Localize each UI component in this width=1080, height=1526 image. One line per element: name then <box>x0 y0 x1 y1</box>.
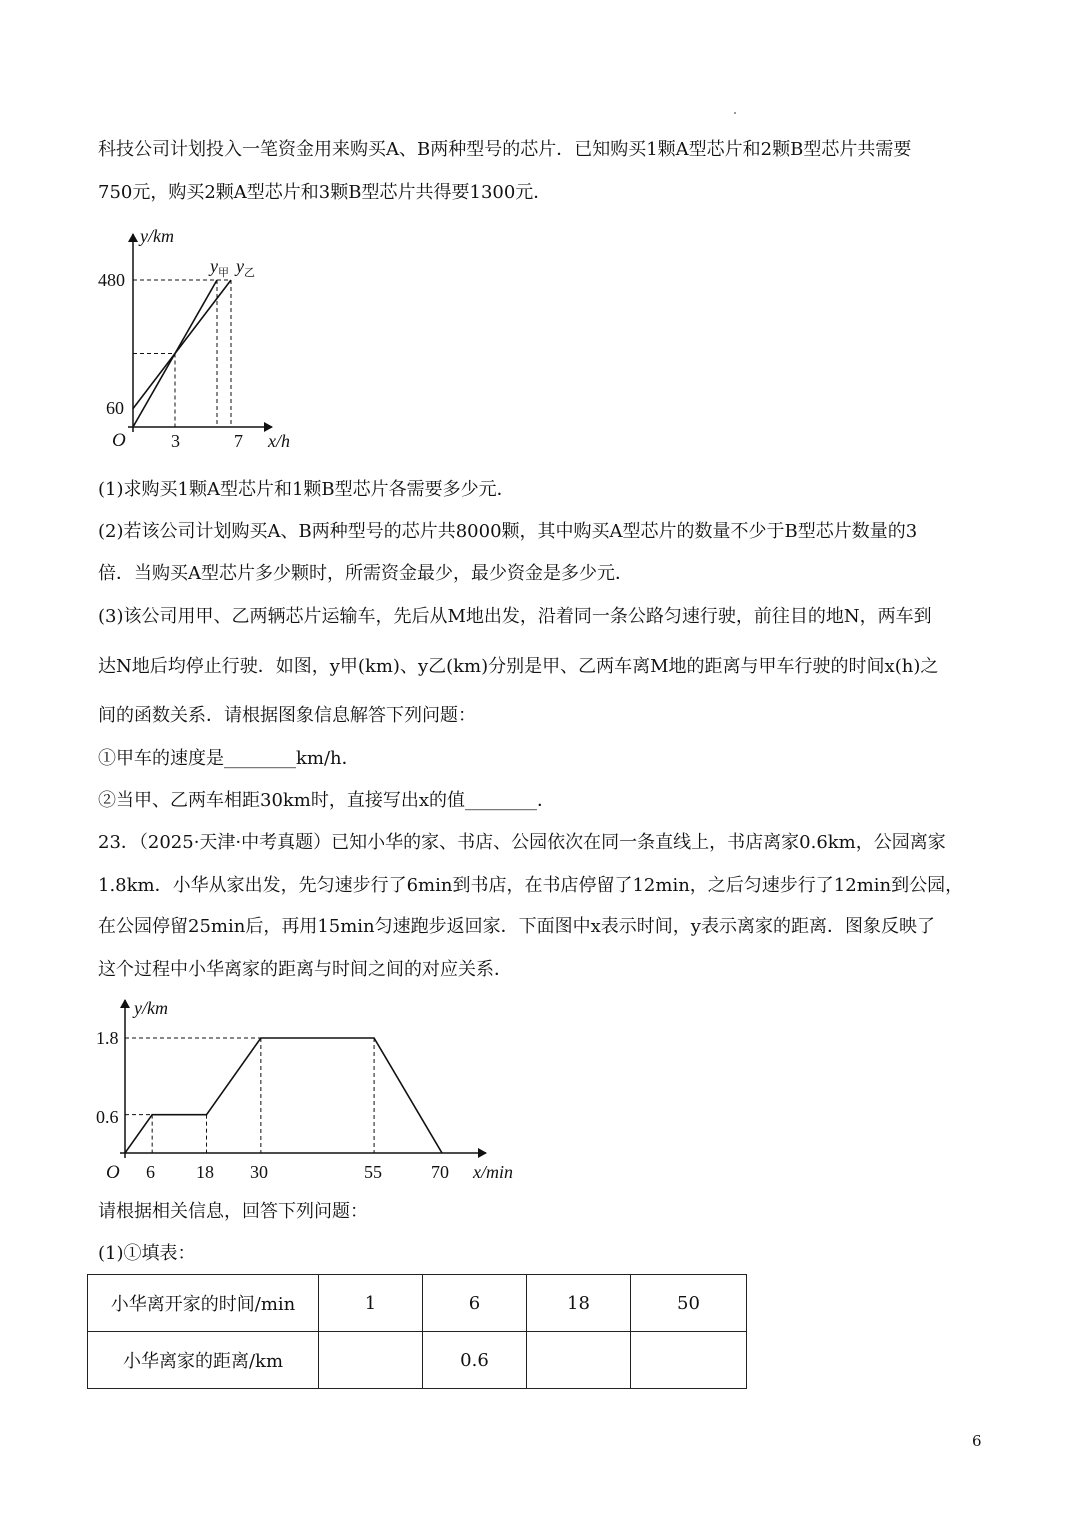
p23-q1: (1)①填表： <box>98 1243 196 1264</box>
chart1-x-tick-7: 7 <box>234 431 243 451</box>
p22-q3-line1: (3)该公司用甲、乙两辆芯片运输车，先后从M地出发，沿着同一条公路匀速行驶，前往目的地N，两车到 <box>98 606 932 627</box>
fill-in-table <box>87 1274 747 1389</box>
table-cell: 1 <box>319 1275 423 1332</box>
table-cell: 0.6 <box>423 1332 527 1389</box>
legend-y-yi: $y_乙$ <box>236 256 255 279</box>
series-line-distance <box>125 1038 442 1153</box>
chart-xiaohua-distance-time <box>90 992 530 1187</box>
chart1-y-tick-60: 60 <box>106 398 124 418</box>
p22-q2-line2: 倍．当购买A型芯片多少颗时，所需资金最少，最少资金是多少元． <box>98 563 633 584</box>
series-line-yi <box>133 280 231 409</box>
scan-speck <box>734 112 736 114</box>
table-cell: 6 <box>423 1275 527 1332</box>
chart2-y-axis-label: y/km <box>134 998 168 1018</box>
chart1-x-tick-3: 3 <box>171 431 180 451</box>
p23-line3: 在公园停留25min后，再用15min匀速跑步返回家．下面图中x表示时间，y表示离家的距离．图象反映了 <box>98 916 935 937</box>
chart2-x-axis-label: x/min <box>473 1162 513 1182</box>
chart2-x-tick-70: 70 <box>431 1162 449 1182</box>
chart1-y-axis-label: y/km <box>140 226 174 246</box>
table-row-distance <box>88 1332 747 1389</box>
p23-line1: 23．（2025·天津·中考真题）已知小华的家、书店、公园依次在同一条直线上，书店离家0.6km，公园离家 <box>98 832 946 853</box>
p22-q1: (1)求购买1颗A型芯片和1颗B型芯片各需要多少元． <box>98 479 515 500</box>
p23-line4: 这个过程中小华离家的距离与时间之间的对应关系． <box>98 959 512 980</box>
chart2-origin-label: O <box>106 1162 120 1183</box>
chart2-x-tick-55: 55 <box>364 1162 382 1182</box>
chart2-y-tick-1.8: 1.8 <box>96 1028 119 1048</box>
p22-q3-line3: 间的函数关系．请根据图象信息解答下列问题： <box>98 705 476 726</box>
p22-q3-a: ①甲车的速度是________km/h． <box>98 748 360 769</box>
table-cell-blank[interactable] <box>631 1332 747 1389</box>
p22-q2-line1: (2)若该公司计划购买A、B两种型号的芯片共8000颗，其中购买A型芯片的数量不少于B型芯片数量的3 <box>98 521 918 542</box>
page-number: 6 <box>972 1432 982 1450</box>
p22-q3-line2: 达N地后均停止行驶．如图，y甲(km)、y乙(km)分别是甲、乙两车离M地的距离与甲车行驶的时间x(h)之 <box>98 656 939 677</box>
table-row-time <box>88 1275 747 1332</box>
legend-y-jia: $y_甲$ <box>210 256 229 279</box>
p22-q3-b: ②当甲、乙两车相距30km时，直接写出x的值________． <box>98 790 556 811</box>
table-cell: 18 <box>527 1275 631 1332</box>
table-header-time: 小华离开家的时间/min <box>88 1275 319 1332</box>
chart2-x-tick-18: 18 <box>196 1162 214 1182</box>
table-header-distance: 小华离家的距离/km <box>88 1332 319 1389</box>
p22-intro-line2: 750元，购买2颗A型芯片和3颗B型芯片共得要1300元． <box>98 182 552 203</box>
chart1-y-tick-480: 480 <box>98 270 125 290</box>
table-cell-blank[interactable] <box>319 1332 423 1389</box>
p23-line2: 1.8km．小华从家出发，先匀速步行了6min到书店，在书店停留了12min，之后匀速步行了12min到公园， <box>98 875 964 896</box>
chart2-y-tick-0.6: 0.6 <box>96 1107 119 1127</box>
chart-distance-time-cars <box>90 222 310 457</box>
chart2-x-tick-30: 30 <box>250 1162 268 1182</box>
table-cell: 50 <box>631 1275 747 1332</box>
chart1-origin-label: O <box>112 430 126 451</box>
p22-intro-line1: 科技公司计划投入一笔资金用来购买A、B两种型号的芯片．已知购买1颗A型芯片和2颗B型芯片共需要 <box>98 139 912 160</box>
chart2-x-tick-6: 6 <box>146 1162 155 1182</box>
table-cell-blank[interactable] <box>527 1332 631 1389</box>
p23-prompt: 请根据相关信息，回答下列问题： <box>98 1201 368 1222</box>
chart1-x-axis-label: x/h <box>268 431 290 451</box>
